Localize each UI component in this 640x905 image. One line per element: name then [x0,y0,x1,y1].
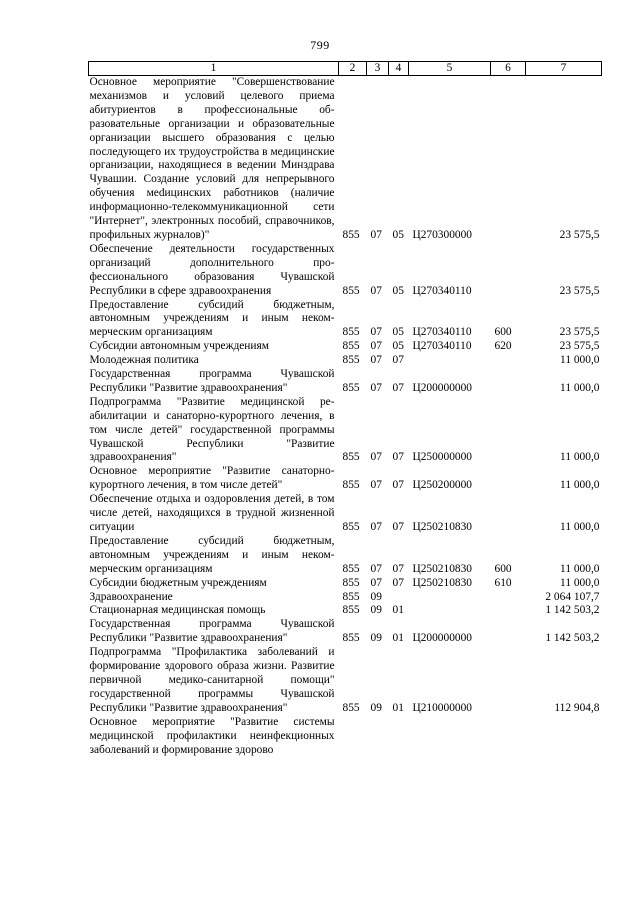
column-header-pr: 4 [389,62,409,76]
row-pr: 05 [392,340,404,353]
row-rz: 07 [370,451,382,464]
row-sum: 23 575,5 [559,340,600,353]
row-pr: 07 [392,521,404,533]
row-pr: 07 [392,562,404,575]
row-sum: 1 142 503,2 [545,632,600,645]
row-vr: 600 [494,562,512,575]
row-gr: 855 [342,354,360,367]
row-vr [491,618,526,646]
column-header-rz: 3 [367,62,389,76]
table-row [89,76,602,243]
row-cs [409,716,491,758]
row-rz: 07 [370,340,382,353]
column-header-cs: 5 [409,62,491,76]
table-row [89,535,602,577]
table-row [89,646,602,716]
table-row [89,577,602,591]
page-number: 799 [310,38,330,52]
column-header-gr: 2 [339,62,367,76]
row-gr: 855 [342,284,360,297]
row-pr [389,716,409,758]
row-name: Подпрограмма "Профилактика заболеваний и формирование здорового образа жизни. Развитие первичной медико-санитарной помощи" государственной программы Чувашской Республики "Развитие здравоохранения" [89,646,335,714]
row-vr [491,716,526,758]
row-vr [491,604,526,618]
row-gr: 855 [342,604,360,617]
table-row [89,396,602,466]
row-name: Основное мероприятие "Развитие системы медицинской профилактики неинфекционных заболеваний и формирование здорово [89,715,335,756]
row-cs [409,604,491,618]
row-gr: 855 [342,632,360,645]
row-rz [367,716,389,758]
row-name: Предоставление субсидий бюджетным, автономным учреждениям и иным некоммерческим организациям [89,534,335,575]
row-cs [409,354,491,368]
row-sum: 11 000,0 [560,381,600,394]
row-cs: Ц270340110 [412,284,472,297]
row-rz: 07 [370,228,382,241]
row-gr: 855 [342,562,360,575]
row-rz: 07 [370,521,382,533]
row-pr: 01 [392,632,404,645]
row-gr: 855 [342,451,360,464]
row-name: Предоставление субсидий бюджетным, автономным учреждениям и иным некоммерческим организациям [89,298,335,339]
row-vr [491,591,526,605]
column-header-name: 1 [89,62,339,76]
table-row [89,465,602,493]
table-row [89,243,602,299]
row-sum: 11 000,0 [560,354,600,367]
row-gr: 855 [342,340,360,353]
row-sum: 23 575,5 [559,284,600,297]
row-cs: Ц270300000 [412,228,472,241]
row-name: Субсидии автономным учреждениям [89,340,269,353]
table-row [89,354,602,368]
row-vr [491,465,526,493]
row-name: Основное мероприятие "Совершенствование механизмов и условий целевого приема абитуриентов в профессиональные образовательные организации и образовательные организации высшего образования с целью последующего их трудоустройства в медицинские организации, находящиеся в ведении Минздрава Чувашии. Создание условий для непрерывного обучения меdицинских работников (наличие информационно-телекоммуникационной сети "Интернет", электронных пособий, справочников, профильных журналов)" [89,76,335,241]
budget-table [88,61,602,757]
row-cs: Ц250210830 [412,562,472,575]
row-rz: 07 [370,576,382,589]
row-name: Государственная программа Чувашской Республики "Развитие здравоохранения" [89,618,335,645]
table-row [89,604,602,618]
row-sum: 11 000,0 [560,479,600,492]
row-pr: 01 [392,604,404,617]
row-pr: 07 [392,479,404,492]
row-sum [526,716,602,758]
row-vr [491,646,526,716]
row-gr: 855 [342,590,360,603]
row-cs: Ц270340110 [412,340,472,353]
row-name: Обеспечение деятельности государственных организаций дополнительного профессионального образования Чувашской Республики в сфере здравоохранения [89,242,335,297]
row-name: Государственная программа Чувашской Республики "Развитие здравоохранения" [89,368,335,394]
row-sum: 23 575,5 [559,228,600,241]
row-sum: 11 000,0 [560,562,600,575]
column-header-sum: 7 [526,62,602,76]
row-sum: 11 000,0 [560,521,600,533]
row-rz: 09 [370,701,382,714]
row-pr: 05 [392,228,404,241]
table-row [89,299,602,341]
row-sum: 2 064 107,7 [545,590,600,603]
row-pr: 05 [392,284,404,297]
row-rz: 09 [370,632,382,645]
row-pr: 07 [392,451,404,464]
row-vr: 610 [494,576,512,589]
row-vr: 620 [494,340,512,353]
row-rz: 07 [370,284,382,297]
row-cs: Ц200000000 [412,632,472,645]
table-row [89,618,602,646]
row-sum: 11 000,0 [560,451,600,464]
row-vr [491,354,526,368]
row-cs: Ц250210830 [412,521,472,533]
row-name: Подпрограмма "Развитие медицинской реабилитации и санаторно-курортного лечения, в том числе детей" государственной программы Чувашской Республики "Развитие здравоохранения" [89,395,335,464]
row-vr [491,396,526,466]
row-sum: 23 575,5 [559,326,600,339]
row-rz: 07 [370,381,382,394]
row-sum: 112 904,8 [554,701,600,714]
table-row [89,340,602,354]
row-vr [491,76,526,243]
row-sum: 1 142 503,2 [545,604,600,617]
table-row [89,493,602,535]
row-rz: 09 [370,604,382,617]
row-rz: 07 [370,354,382,367]
header-row [89,62,602,76]
row-rz: 07 [370,562,382,575]
row-vr [491,368,526,396]
row-rz: 09 [370,590,382,603]
row-name: Молодежная политика [89,354,199,367]
row-gr: 855 [342,381,360,394]
row-name: Здравоохранение [89,590,173,603]
column-header-vr: 6 [491,62,526,76]
row-gr: 855 [342,479,360,492]
table-row [89,591,602,605]
row-sum: 11 000,0 [560,576,600,589]
row-pr: 07 [392,576,404,589]
row-name: Субсидии бюджетным учреждениям [89,576,267,589]
row-name: Основное мероприятие "Развитие санаторно-курортного лечения, в том числе детей" [89,465,335,492]
row-cs: Ц200000000 [412,381,472,394]
row-cs: Ц250200000 [412,479,472,492]
row-vr: 600 [494,326,512,339]
row-rz: 07 [370,479,382,492]
row-pr: 07 [392,354,404,367]
row-cs: Ц270340110 [412,326,472,339]
row-gr: 855 [342,521,360,533]
row-cs: Ц250000000 [412,451,472,464]
row-gr: 855 [342,576,360,589]
row-rz: 07 [370,326,382,339]
row-gr: 855 [342,228,360,241]
row-name: Стационарная медицинская помощь [89,604,266,617]
row-gr: 855 [342,326,360,339]
row-cs [409,591,491,605]
row-cs: Ц210000000 [412,701,472,714]
row-pr: 05 [392,326,404,339]
row-name: Обеспечение отдыха и оздоровления детей, в том числе детей, находящихся в трудной жизненной ситуации [89,493,335,533]
row-pr [389,591,409,605]
row-pr: 01 [392,701,404,714]
row-vr [491,493,526,535]
row-gr [339,716,367,758]
table-row [89,368,602,396]
table-row [89,716,602,758]
row-gr: 855 [342,701,360,714]
row-cs: Ц250210830 [412,576,472,589]
row-vr [491,243,526,299]
row-pr: 07 [392,381,404,394]
